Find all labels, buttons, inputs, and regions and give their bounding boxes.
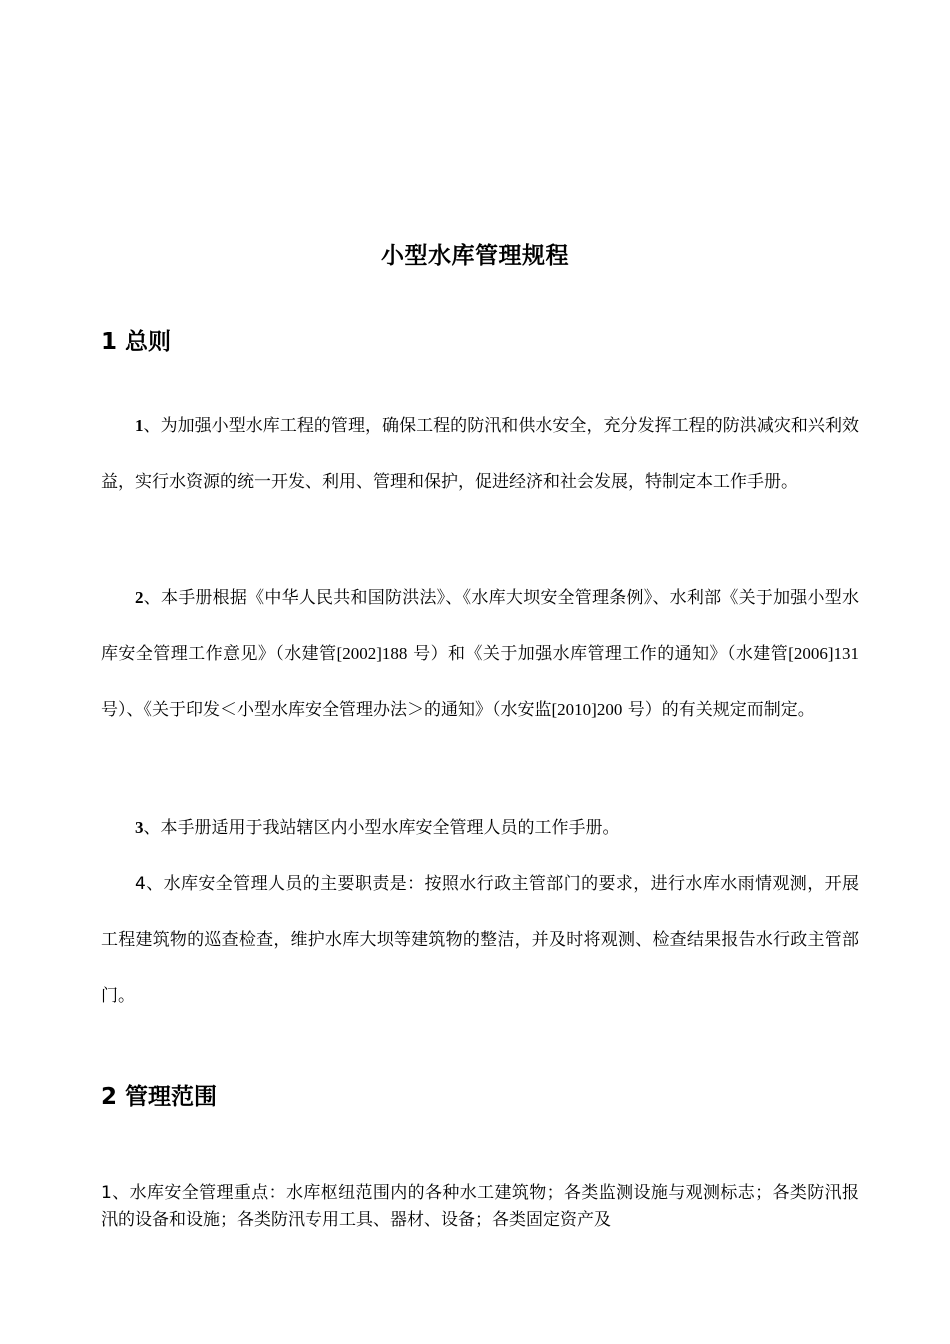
paragraph-3 [101, 800, 859, 856]
paragraph-text: 号）的有关规定而制定。 [622, 700, 815, 720]
paragraph-text: 号）、《关于印发＜小型水库安全管理办法＞的通知》（水安监 [101, 700, 552, 720]
paragraph-text: 4、水库安全管理人员的主要职责是：按照水行政主管部门的要求，进行水库水雨情观测，开展工程建筑物的巡查检查，维护水库大坝等建筑物的整洁，并及时将观测、检查结果报告水行政主管部门。 [101, 874, 859, 1006]
document-number: [2010]200 [551, 700, 623, 719]
paragraph-2 [101, 570, 859, 738]
section-heading-management-scope: 2 管理范围 [101, 1084, 218, 1110]
document-number: [2002]188 [336, 644, 408, 663]
paragraph-text: 号）和《关于加强水库管理工作的通知》（水建管 [407, 644, 789, 664]
paragraph-text: 、为加强小型水库工程的管理，确保工程的防汛和供水安全，充分发挥工程的防洪减灾和兴利效益，实行水资源的统一开发、利用、管理和保护，促进经济和社会发展，特制定本工作手册。 [101, 416, 859, 492]
document-title: 小型水库管理规程 [381, 243, 569, 269]
paragraph-4 [101, 856, 859, 1024]
section-heading-general: 1 总则 [101, 329, 172, 355]
document-number: [2006]131 [788, 644, 859, 663]
paragraph-1 [101, 398, 859, 510]
paragraph-text: 、本手册根据《中华人民共和国防洪法》、《水库大坝安全管理条例》、水利部《关于加强小型水库安全管理工作意见》（水建管 [101, 588, 859, 664]
paragraph-number: 3 [135, 818, 144, 837]
paragraph-5 [101, 1180, 859, 1234]
paragraph-text: 、本手册适用于我站辖区内小型水库安全管理人员的工作手册。 [143, 818, 620, 838]
paragraph-text: 1、水库安全管理重点：水库枢纽范围内的各种水工建筑物；各类监测设施与观测标志；各类防汛报汛的设备和设施；各类防汛专用工具、器材、设备；各类固定资产及 [101, 1183, 859, 1230]
paragraph-number: 2 [135, 588, 144, 607]
paragraph-number: 1 [135, 416, 144, 435]
